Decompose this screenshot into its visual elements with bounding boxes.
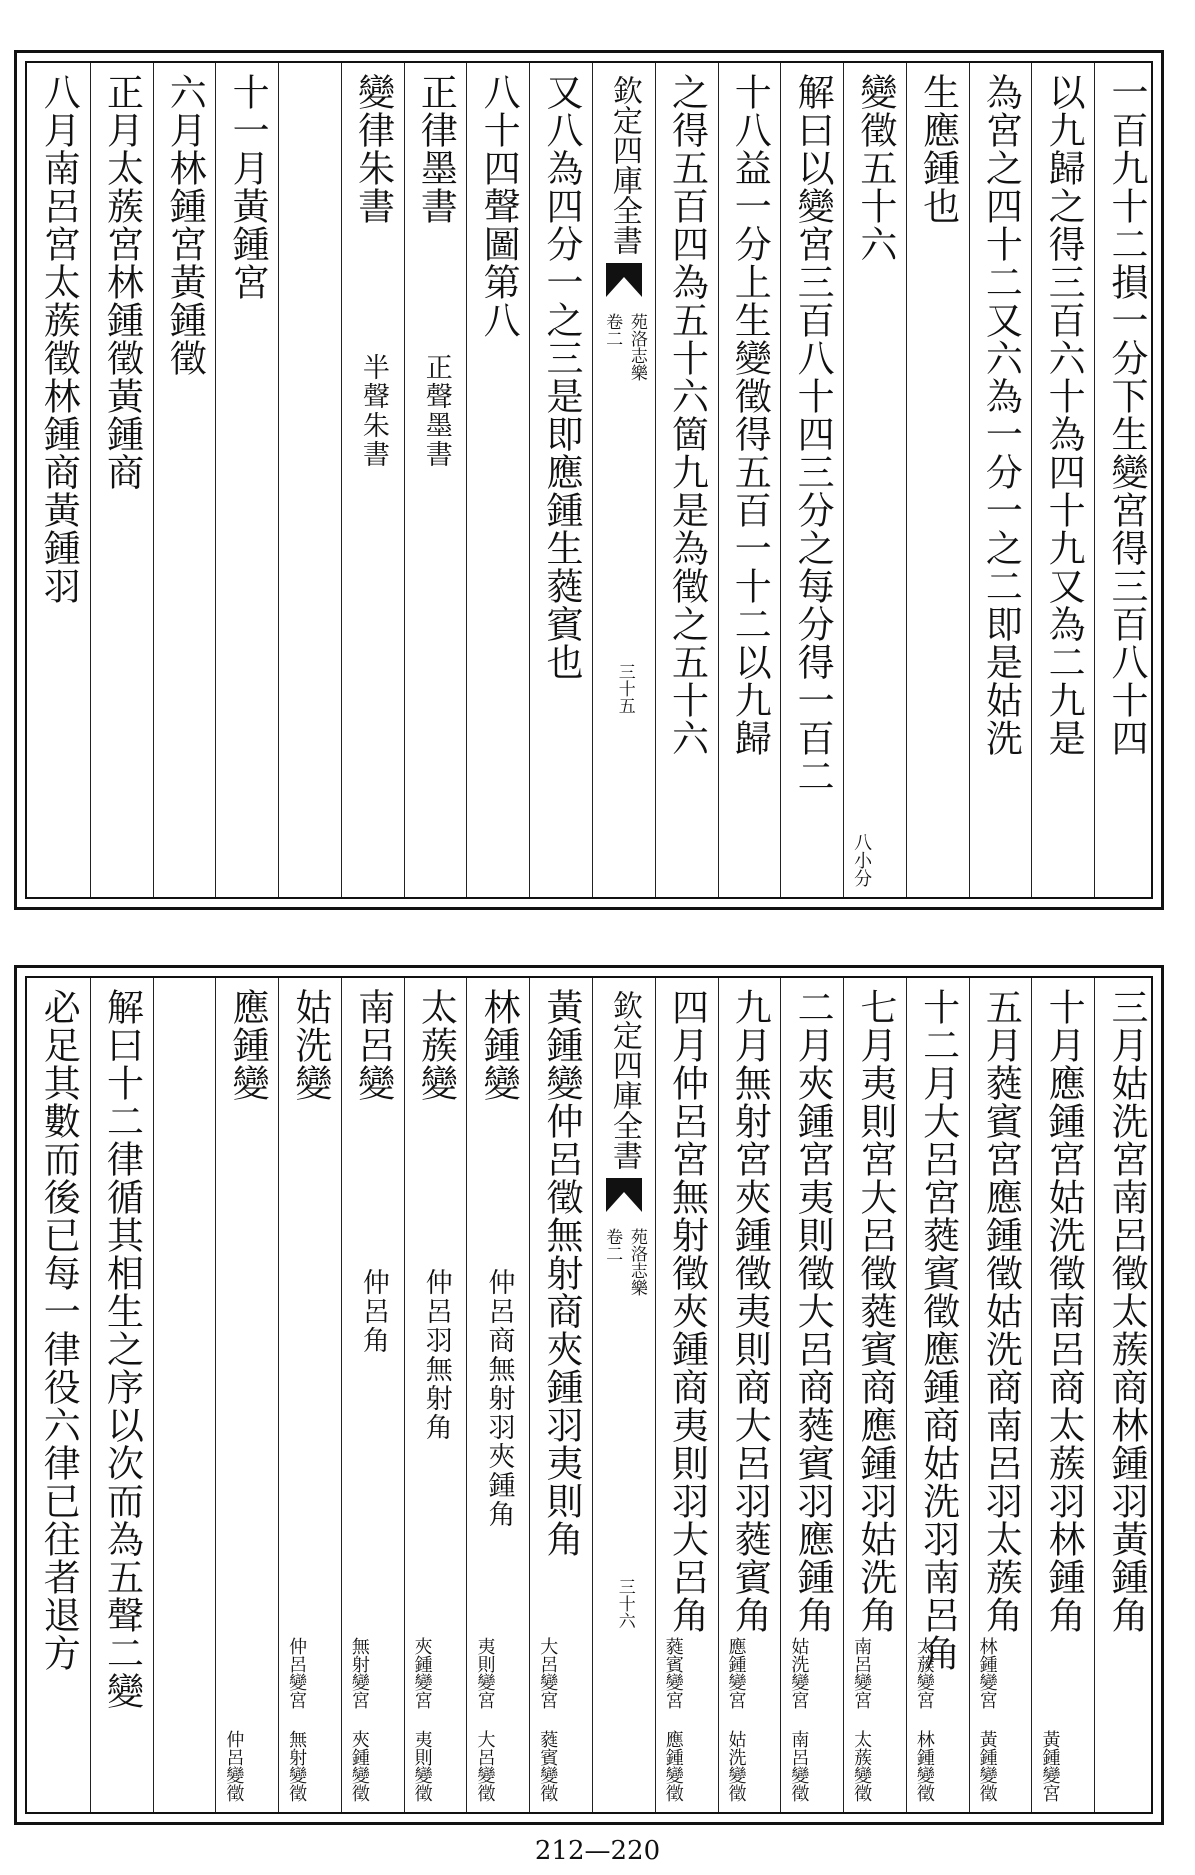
text-column [27, 978, 90, 1812]
text-column [906, 978, 969, 1812]
column-text: 七月夷則宮大呂徵蕤賓商應鍾羽姑洗角 [853, 988, 897, 1634]
page-top [14, 50, 1164, 910]
text-column [90, 978, 153, 1812]
column-text: 正月太蔟宮林鍾徵黃鍾商 [100, 73, 144, 491]
fish-tail-mark-icon [606, 263, 642, 297]
column-text: 四月仲呂宮無射徵夾鍾商夷則羽大呂角 [665, 988, 709, 1634]
column-text: 姑洗變 [288, 988, 332, 1102]
text-column [341, 978, 404, 1812]
column-text: 變律朱書 [351, 73, 395, 225]
column-annotation: 姑洗變宮 南呂變徵 [788, 1637, 810, 1802]
column-annotation: 黃鍾變宮 [1039, 1730, 1061, 1802]
book-name: 苑洛志樂 [626, 1228, 647, 1296]
text-column [529, 63, 592, 897]
column-annotation: 無射變宮 夾鍾變徵 [348, 1637, 370, 1802]
text-column [341, 63, 404, 897]
text-column [278, 63, 341, 897]
book-title: 欽定四庫全書 [606, 990, 642, 1170]
text-column [718, 63, 781, 897]
text-column [1031, 978, 1094, 1812]
text-column [529, 978, 592, 1812]
column-text: 生應鍾也 [916, 73, 960, 225]
text-column [27, 63, 90, 897]
column-annotation: 應鍾變宮 姑洗變徵 [725, 1637, 747, 1802]
column-text: 變徵五十六 [853, 73, 897, 263]
text-column [466, 978, 529, 1812]
column-text: 八十四聲圖第八 [477, 73, 521, 339]
text-column [969, 978, 1032, 1812]
text-column [215, 978, 278, 1812]
column-text: 八月南呂宮太蔟徵林鍾商黃鍾羽 [37, 73, 81, 605]
column-text: 五月蕤賓宮應鍾徵姑洗商南呂羽太蔟角 [979, 988, 1023, 1634]
column-text: 南呂變 [351, 988, 395, 1102]
column-text: 解曰以變宮三百八十四三分之每分得一百二 [791, 73, 835, 795]
text-column [655, 63, 718, 897]
volume-label: 卷二 [602, 313, 623, 347]
text-column [153, 63, 216, 897]
text-column [906, 63, 969, 897]
page-frame-bottom [25, 976, 1153, 1814]
column-text: 正律墨書 [414, 73, 458, 225]
text-column [404, 978, 467, 1812]
column-text: 解曰十二律循其相生之序以次而為五聲二變 [100, 988, 144, 1710]
column-text: 林鍾變 [477, 988, 521, 1102]
text-column [780, 63, 843, 897]
column-subtext: 仲呂角 [357, 1268, 389, 1355]
volume-label: 卷二 [602, 1228, 623, 1262]
folio-number: 三十五 [614, 663, 635, 714]
column-subtext: 仲呂商無射羽夾鍾角 [483, 1268, 515, 1529]
column-text: 一百九十二損一分下生變宮得三百八十四 [1104, 73, 1148, 757]
text-column [718, 978, 781, 1812]
text-column [404, 63, 467, 897]
column-text: 必足其數而後已每一律役六律已往者退方 [37, 988, 81, 1672]
folio-number: 三十六 [614, 1578, 635, 1629]
column-text: 以九歸之得三百六十為四十九又為二九是 [1042, 73, 1086, 757]
page-bottom [14, 965, 1164, 1825]
column-subtext: 半聲朱書 [357, 353, 389, 469]
column-text: 之得五百四為五十六箇九是為徵之五十六 [665, 73, 709, 757]
column-annotation: 仲呂變宮 無射變徵 [286, 1637, 308, 1802]
text-column [1031, 63, 1094, 897]
text-column [1094, 63, 1157, 897]
column-annotation: 夷則變宮 大呂變徵 [474, 1637, 496, 1802]
column-annotation: 林鍾變宮 黃鍾變徵 [976, 1637, 998, 1802]
text-column [843, 63, 906, 897]
column-text: 應鍾變 [226, 988, 270, 1102]
column-text: 九月無射宮夾鍾徵夷則商大呂羽蕤賓角 [728, 988, 772, 1634]
column-annotation: 大呂變宮 蕤賓變徵 [537, 1637, 559, 1802]
text-column [153, 978, 216, 1812]
page-frame-top [25, 61, 1153, 899]
column-annotation: 夾鍾變宮 夷則變徵 [411, 1637, 433, 1802]
text-column [90, 63, 153, 897]
title-band [592, 63, 655, 897]
column-annotation: 蕤賓變宮 應鍾變徵 [662, 1637, 684, 1802]
book-name: 苑洛志樂 [626, 313, 647, 381]
text-column [1094, 978, 1157, 1812]
column-text: 太蔟變 [414, 988, 458, 1102]
column-text: 十一月黃鍾宮 [226, 73, 270, 301]
text-column [780, 978, 843, 1812]
column-annotation: 南呂變宮 太蔟變徵 [851, 1637, 873, 1802]
column-annotation: 八小分 [851, 833, 873, 887]
column-text: 二月夾鍾宮夷則徵大呂商蕤賓羽應鍾角 [791, 988, 835, 1634]
column-text: 又八為四分一之三是即應鍾生蕤賓也 [539, 73, 583, 681]
title-band [592, 978, 655, 1812]
book-title: 欽定四庫全書 [606, 75, 642, 255]
fish-tail-mark-icon [606, 1178, 642, 1212]
text-column [215, 63, 278, 897]
column-annotation: 太蔟變宮 林鍾變徵 [913, 1637, 935, 1802]
column-subtext: 仲呂羽無射角 [420, 1268, 452, 1442]
column-text: 十月應鍾宮姑洗徵南呂商太蔟羽林鍾角 [1042, 988, 1086, 1634]
text-column [278, 978, 341, 1812]
column-annotation: 仲呂變徵 [223, 1730, 245, 1802]
page-number-footer: 212—220 [534, 1836, 661, 1866]
text-column [466, 63, 529, 897]
column-text: 十二月大呂宮蕤賓徵應鍾商姑洗羽南呂角 [916, 988, 960, 1672]
text-column [969, 63, 1032, 897]
text-column [843, 978, 906, 1812]
column-text: 六月林鍾宮黃鍾徵 [163, 73, 207, 377]
column-text: 三月姑洗宮南呂徵太蔟商林鍾羽黃鍾角 [1104, 988, 1148, 1634]
text-column [655, 978, 718, 1812]
column-text: 十八益一分上生變徵得五百一十二以九歸 [728, 73, 772, 757]
column-text: 黃鍾變仲呂徵無射商夾鍾羽夷則角 [539, 988, 583, 1558]
column-text: 為宮之四十二又六為一分一之二即是姑洗 [979, 73, 1023, 757]
column-subtext: 正聲墨書 [420, 353, 452, 469]
